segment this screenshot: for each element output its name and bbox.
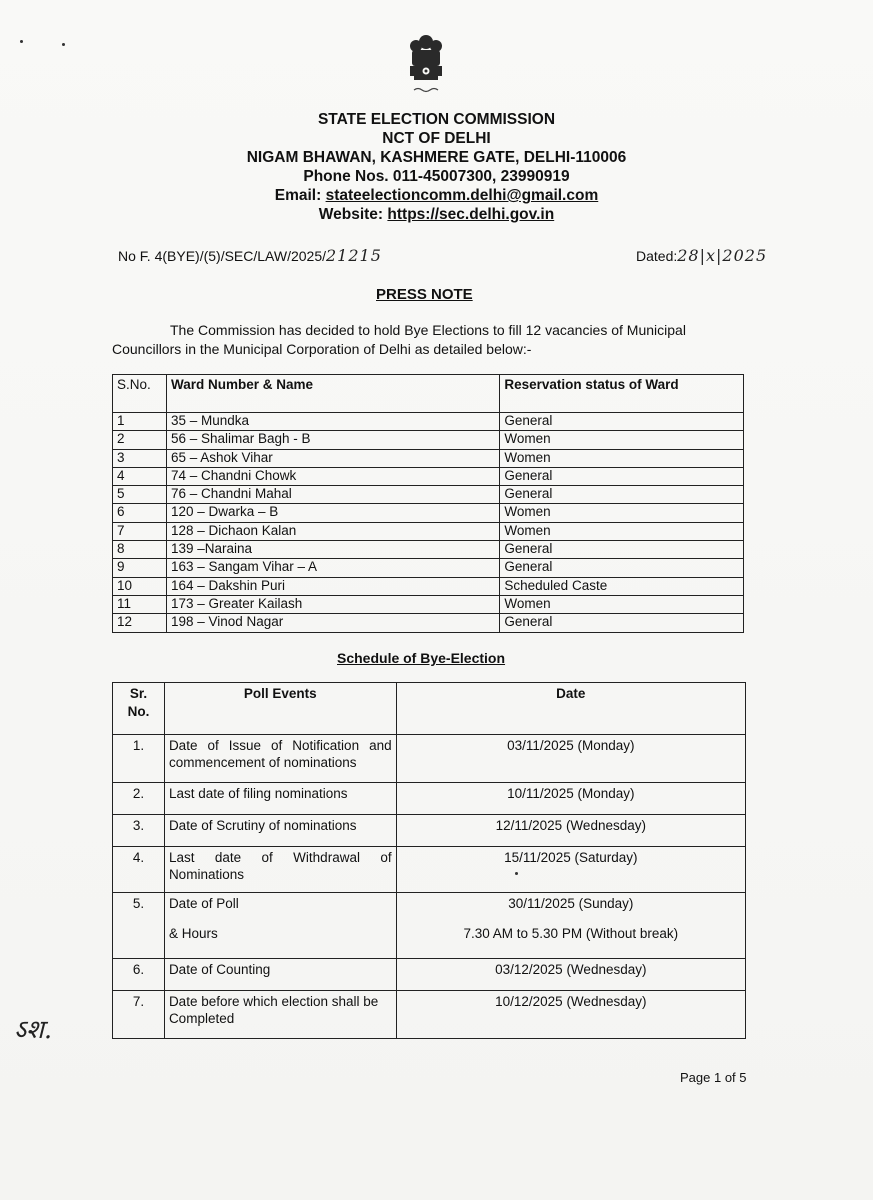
ward-name: 35 – Mundka	[166, 413, 499, 431]
schedule-date: 03/12/2025 (Wednesday)	[396, 959, 745, 991]
ward-sno: 7	[113, 522, 167, 540]
schedule-event: Date before which election shall be Completed	[164, 991, 396, 1039]
ward-reservation: Women	[500, 449, 744, 467]
commission-address: NIGAM BHAWAN, KASHMERE GATE, DELHI-110006	[246, 149, 627, 166]
ward-sno: 1	[113, 413, 167, 431]
ward-sno: 3	[113, 449, 167, 467]
col-sno-header: S.No.	[113, 375, 167, 413]
intro-line-1: The Commission has decided to hold Bye Elections to fill 12 vacancies of Municipal	[170, 322, 686, 338]
schedule-event-hours: & Hours	[168, 926, 218, 941]
schedule-event: Date of Issue of Notification and commencement of nominations	[164, 735, 396, 783]
commission-phone: Phone Nos. 011-45007300, 23990919	[303, 168, 570, 185]
ward-reservation: Women	[500, 522, 744, 540]
ward-name: 120 – Dwarka – B	[166, 504, 499, 522]
ward-reservation: General	[500, 413, 744, 431]
schedule-date-cell	[396, 893, 745, 959]
ward-sno: 9	[113, 559, 167, 577]
schedule-event: Last date of Withdrawal of Nominations	[164, 847, 396, 893]
email-label: Email:	[274, 187, 326, 204]
ward-sno: 6	[113, 504, 167, 522]
schedule-event-cell	[164, 893, 396, 959]
ward-reservation: Women	[500, 504, 744, 522]
letterhead	[0, 110, 873, 224]
ward-name: 163 – Sangam Vihar – A	[166, 559, 499, 577]
ward-name: 139 –Naraina	[166, 541, 499, 559]
website-label: Website:	[318, 206, 388, 223]
schedule-date: 10/11/2025 (Monday)	[396, 783, 745, 815]
reference-date	[636, 246, 767, 265]
table-row	[113, 847, 746, 893]
table-row	[113, 614, 744, 632]
table-row	[113, 413, 744, 431]
table-row	[113, 783, 746, 815]
national-emblem-icon	[404, 32, 448, 98]
col-date-header: Date	[396, 683, 745, 735]
schedule-title: Schedule of Bye-Election	[337, 650, 506, 666]
wards-table-header	[113, 375, 744, 413]
table-row	[113, 504, 744, 522]
schedule-sr: 4.	[113, 847, 165, 893]
table-row	[113, 959, 746, 991]
col-ward-header: Ward Number & Name	[166, 375, 499, 413]
ward-sno: 5	[113, 486, 167, 504]
ward-reservation: General	[500, 486, 744, 504]
table-row	[113, 577, 744, 595]
press-note-title: PRESS NOTE	[376, 286, 473, 303]
wards-table	[112, 374, 744, 633]
schedule-event: Date of Counting	[164, 959, 396, 991]
schedule-table-header	[113, 683, 746, 735]
page-number: Page 1 of 5	[680, 1070, 747, 1085]
website-link[interactable]: https://sec.delhi.gov.in	[387, 206, 555, 223]
ward-name: 56 – Shalimar Bagh - B	[166, 431, 499, 449]
dated-label: Dated:	[636, 248, 678, 264]
sr-header-line2: No.	[127, 704, 150, 719]
ward-name: 65 – Ashok Vihar	[166, 449, 499, 467]
ward-name: 76 – Chandni Mahal	[166, 486, 499, 504]
commission-name: STATE ELECTION COMMISSION	[317, 111, 556, 128]
schedule-table	[112, 682, 746, 1039]
schedule-date: 10/12/2025 (Wednesday)	[396, 991, 745, 1039]
schedule-event: Date of Poll	[168, 896, 239, 911]
table-row	[113, 467, 744, 485]
ward-reservation: Women	[500, 431, 744, 449]
ward-reservation: General	[500, 614, 744, 632]
table-row	[113, 815, 746, 847]
table-row	[113, 595, 744, 613]
table-row	[113, 893, 746, 959]
col-events-header: Poll Events	[164, 683, 396, 735]
schedule-sr: 6.	[113, 959, 165, 991]
schedule-event: Last date of filing nominations	[164, 783, 396, 815]
ward-sno: 12	[113, 614, 167, 632]
ward-name: 74 – Chandni Chowk	[166, 467, 499, 485]
scan-speck	[515, 872, 518, 875]
email-link[interactable]: stateelectioncomm.delhi@gmail.com	[325, 187, 599, 204]
table-row	[113, 541, 744, 559]
schedule-sr: 7.	[113, 991, 165, 1039]
ward-sno: 2	[113, 431, 167, 449]
dated-handwritten: 28|x|2025	[677, 246, 768, 265]
press-note-intro	[112, 321, 752, 359]
schedule-date: 15/11/2025 (Saturday)	[396, 847, 745, 893]
ward-reservation: General	[500, 541, 744, 559]
schedule-sr: 1.	[113, 735, 165, 783]
schedule-date: 12/11/2025 (Wednesday)	[396, 815, 745, 847]
sr-header-line1: Sr.	[129, 686, 148, 701]
table-row	[113, 486, 744, 504]
reference-number-label: No F. 4(BYE)/(5)/SEC/LAW/2025/	[118, 248, 326, 264]
handwritten-margin-mark: ऽश.	[14, 1015, 53, 1045]
schedule-sr: 5.	[113, 893, 165, 959]
ward-sno: 10	[113, 577, 167, 595]
commission-email-line	[0, 186, 873, 205]
table-row	[113, 522, 744, 540]
commission-region: NCT OF DELHI	[382, 130, 491, 147]
scan-speck	[20, 40, 23, 43]
schedule-event: Date of Scrutiny of nominations	[164, 815, 396, 847]
schedule-poll-hours: 7.30 AM to 5.30 PM (Without break)	[463, 926, 679, 941]
intro-line-2: Councillors in the Municipal Corporation of Delhi as detailed below:-	[112, 341, 532, 357]
schedule-date: 03/11/2025 (Monday)	[396, 735, 745, 783]
ward-name: 198 – Vinod Nagar	[166, 614, 499, 632]
ward-sno: 8	[113, 541, 167, 559]
table-row	[113, 449, 744, 467]
ward-name: 173 – Greater Kailash	[166, 595, 499, 613]
col-sr-header	[113, 683, 165, 735]
schedule-sr: 2.	[113, 783, 165, 815]
ward-reservation: Women	[500, 595, 744, 613]
table-row	[113, 991, 746, 1039]
ward-sno: 11	[113, 595, 167, 613]
ward-reservation: Scheduled Caste	[500, 577, 744, 595]
col-reservation-header: Reservation status of Ward	[500, 375, 744, 413]
ward-reservation: General	[500, 559, 744, 577]
table-row	[113, 559, 744, 577]
reference-number-handwritten: 21215	[326, 246, 382, 265]
reference-number	[118, 246, 382, 265]
ward-reservation: General	[500, 467, 744, 485]
schedule-sr: 3.	[113, 815, 165, 847]
table-row	[113, 735, 746, 783]
schedule-date: 30/11/2025 (Sunday)	[508, 896, 634, 911]
table-row	[113, 431, 744, 449]
scan-speck	[62, 43, 65, 46]
ward-name: 164 – Dakshin Puri	[166, 577, 499, 595]
ward-sno: 4	[113, 467, 167, 485]
ward-name: 128 – Dichaon Kalan	[166, 522, 499, 540]
commission-website-line	[0, 205, 873, 224]
